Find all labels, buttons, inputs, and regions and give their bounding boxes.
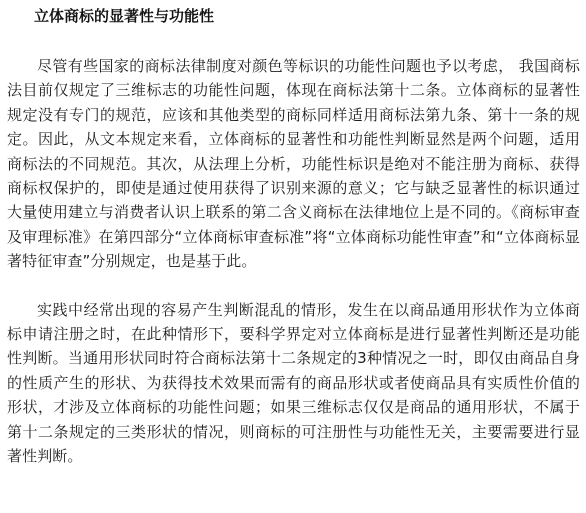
article-title: 立体商标的显著性与功能性: [34, 7, 215, 25]
paragraph-1: 尽管有些国家的商标法律制度对颜色等标识的功能性问题也予以考虑， 我国商标法目前仅规定了三维标志的功能性问题，体现在商标法第十二条。立体商标的显著性规定没有专门的规范，应该和其他类型的商标同样适用商标法第九条、第十一条的规定。因此，从文本规定来看，立体商标的显著性和功能性判断显然是两个问题，适用商标法的不同规范。其次，从法理上分析，功能性标识是绝对不能注册为商标、获得商标权保护的，即使是通过使用获得了识别来源的意义；它与缺乏显著性的标识通过大量使用建立与消费者认识上联系的第二含义商标在法律地位上是不同的。《商标审查及审理标准》在第四部分“立体商标审查标准”将“立体商标功能性审查”和“立体商标显著特征审查”分别规定，也是基于此。: [7, 57, 580, 271]
paragraph-2: 实践中经常出现的容易产生判断混乱的情形，发生在以商品通用形状作为立体商标申请注册之时，在此种情形下，要科学界定对立体商标是进行显著性判断还是功能性判断。当通用形状同时符合商标法第十二条规定的3种情况之一时，即仅由商品自身的性质产生的形状、为获得技术效果而需有的商品形状或者使商品具有实质性价值的形状，才涉及立体商标的功能性问题；如果三维标志仅仅是商品的通用形状，不属于第十二条规定的三类形状的情况，则商标的可注册性与功能性无关，主要需要进行显著性判断。: [7, 300, 580, 466]
